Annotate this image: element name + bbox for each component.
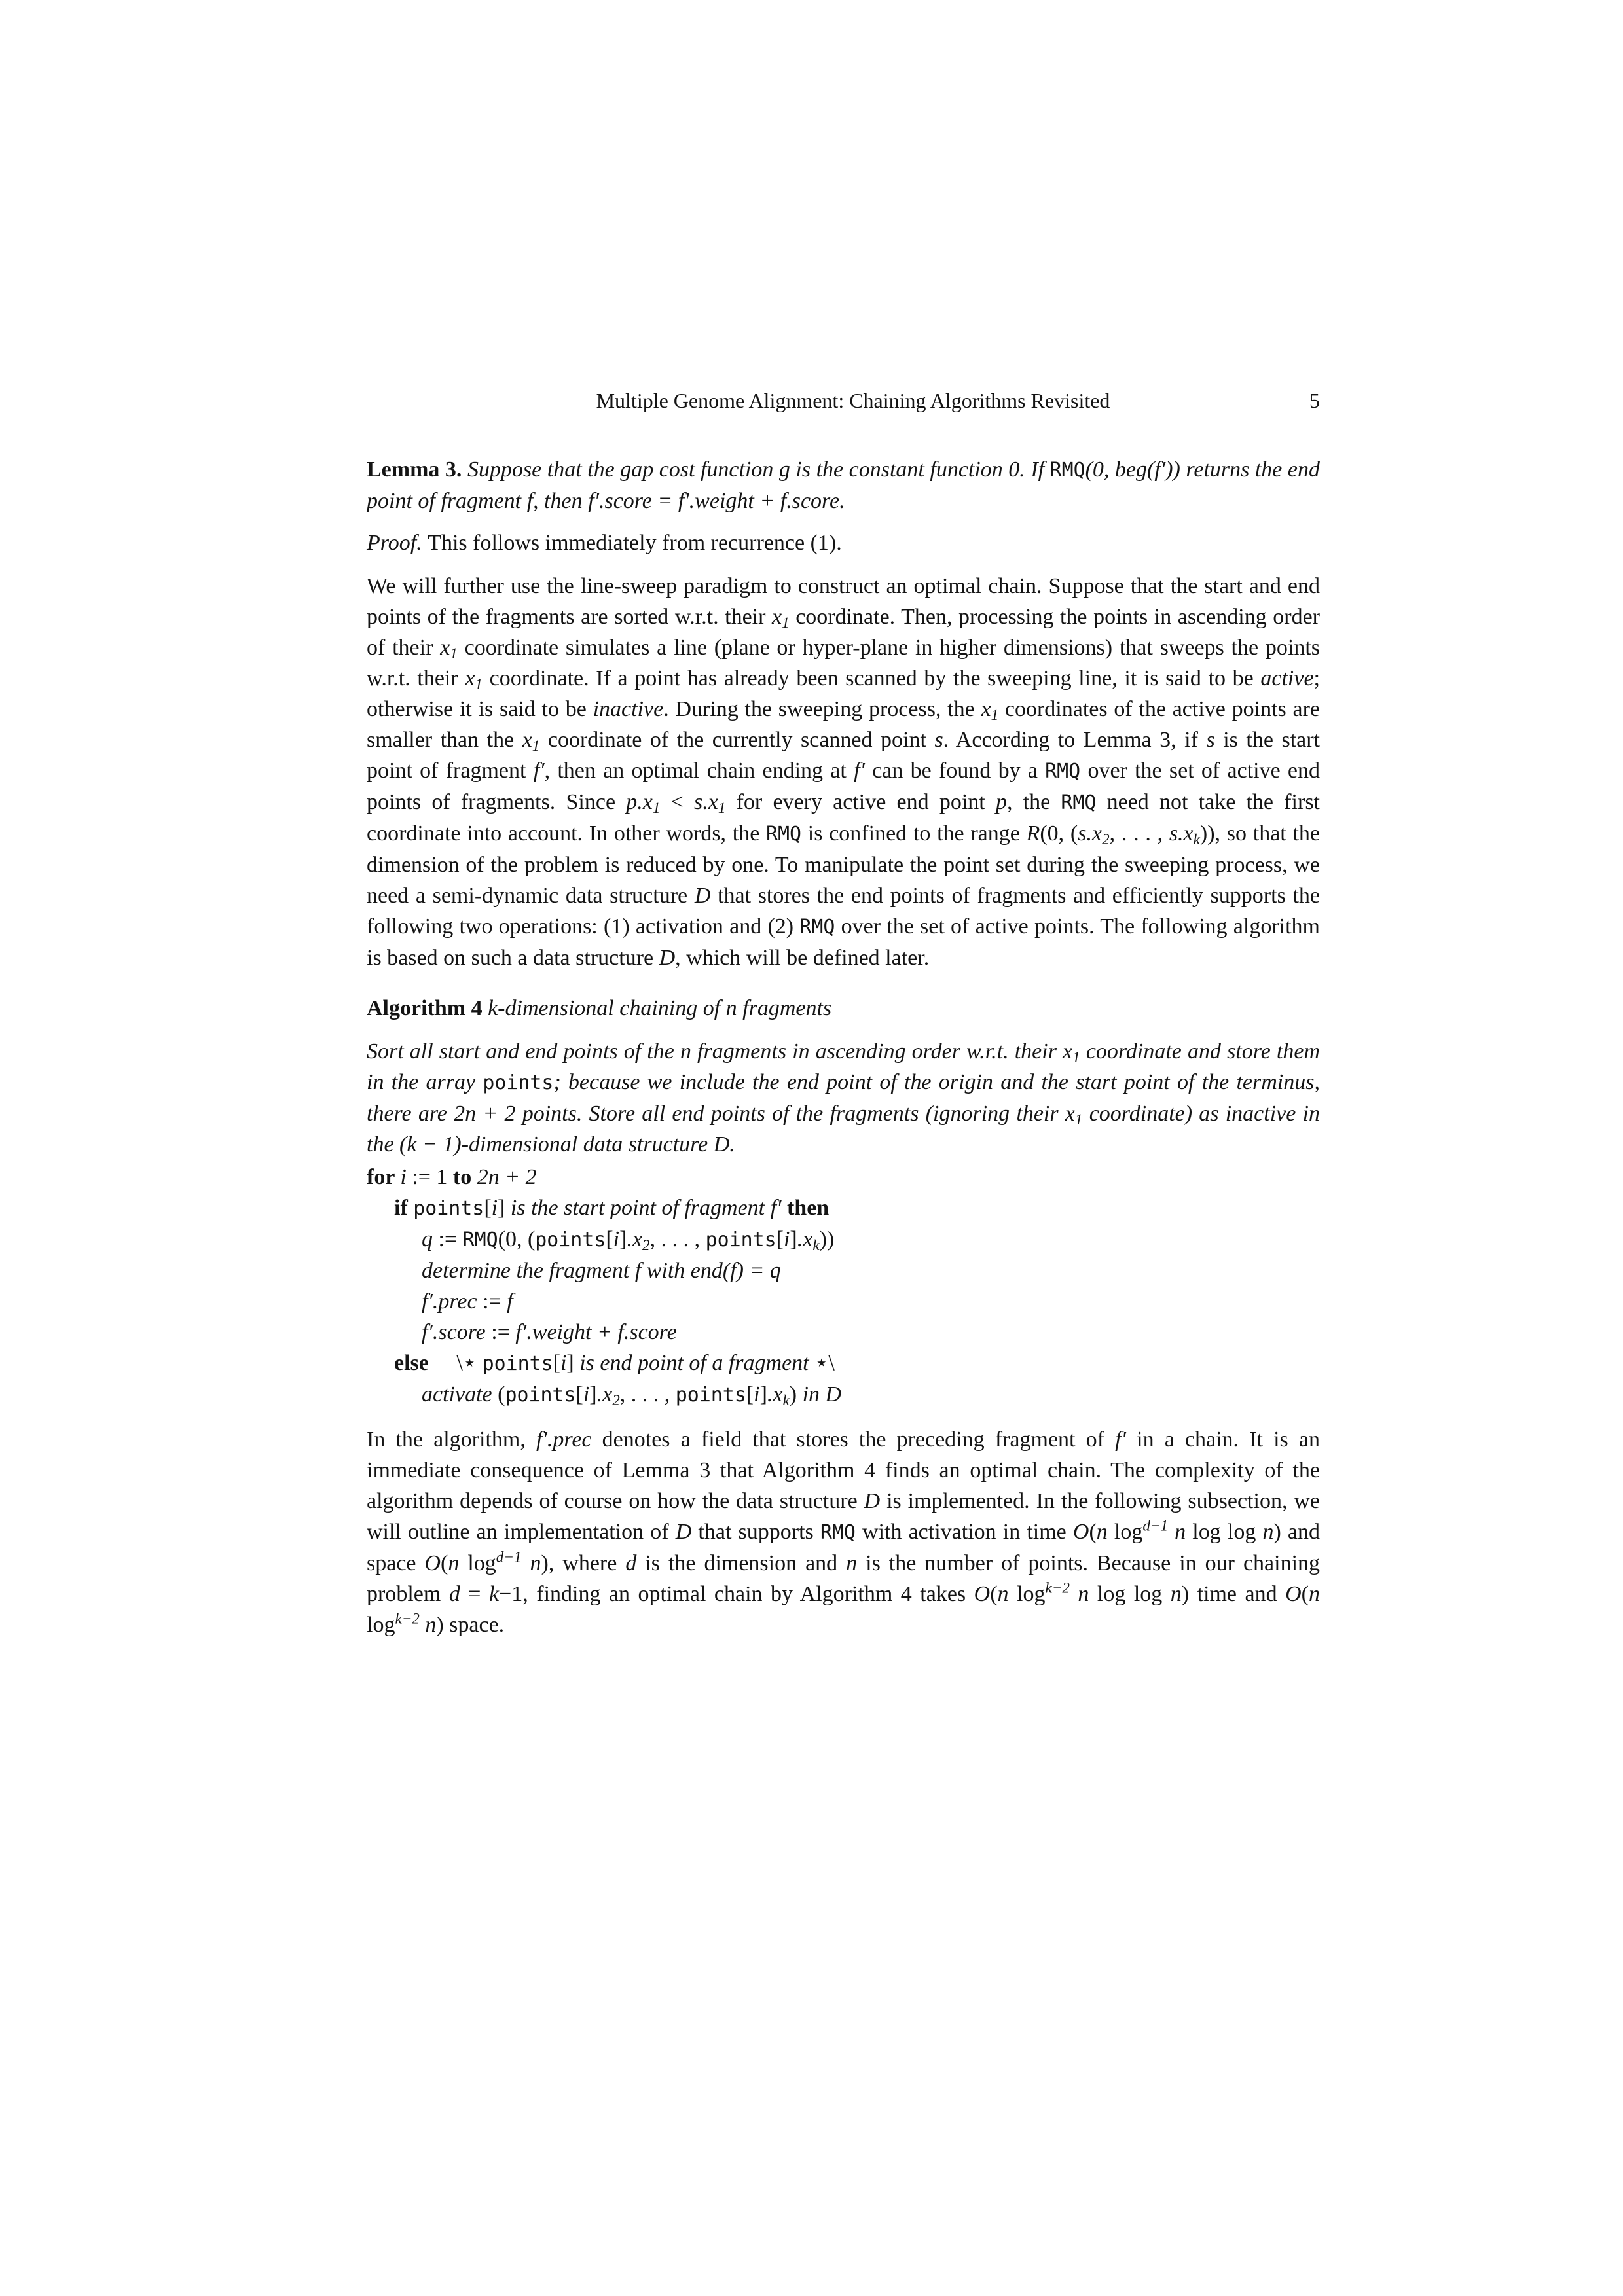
algo-line-rmq: q := RMQ(0, ($points[i].x_2$, . . . , $points[i].x_k$)) <box>422 1227 835 1254</box>
running-head <box>367 389 1320 413</box>
page-number: 5 <box>1309 389 1320 412</box>
algo-line-activate: activate ($points[i].x_2$, . . . , $points[i].x_k$) in D <box>422 1382 842 1409</box>
algo-line-for: for i := 1 to 2n + 2 <box>367 1165 537 1189</box>
algo-line-else: else \⋆ points[i] is end point of a fragment ⋆\ <box>394 1351 835 1375</box>
paragraph-conclusion: In the algorithm, f′.prec denotes a field that stores the preceding fragment of f′ in a chain. It is an immediate consequence of Lemma 3 that Algorithm 4 finds an optimal chain. The complexity of the algorithm depends of course on how the data structure D is implemented. In the following subsection, we will outline an implementation of D that supports RMQ with activation in time O(n $\log^{d-1} n$ log log n) and space O(n $\log^{d-1} n$), where d is the dimension and n is the number of points. Because in our chaining problem d = k−1, finding an optimal chain by Algorithm 4 takes O(n $\log^{k-2} n$ log log n) time and O(n $\log^{k-2} n$) space. <box>367 1427 1321 1637</box>
algo-line-score: f′.score := f′.weight + f.score <box>422 1320 677 1344</box>
page-content <box>367 454 1320 1650</box>
paragraph-line-sweep: We will further use the line-sweep paradigm to construct an optimal chain. Suppose that the start and end points of the fragments are sorted w.r.t. their $x_1$ coordinate. Then, processing the points in ascending order of their $x_1$ coordinate simulates a line (plane or hyper-plane in higher dimensions) that sweeps the points w.r.t. their $x_1$ coordinate. If a point has already been scanned by the sweeping line, it is said to be active; otherwise it is said to be inactive. During the sweeping process, the $x_1$ coordinates of the active points are smaller than the $x_1$ coordinate of the currently scanned point s. According to Lemma 3, if s is the start point of fragment f′, then an optimal chain ending at f′ can be found by a RMQ over the set of active end points of fragments. Since $p.x_1 < s.x_1$ for every active end point p, the RMQ need not take the first coordinate into account. In other words, the RMQ is confined to the range R(0, ($s.x_2$, . . . , $s.x_k$)), so that the dimension of the problem is reduced by one. To manipulate the point set during the sweeping process, we need a semi-dynamic data structure D that stores the end points of fragments and efficiently supports the following two operations: (1) activation and (2) RMQ over the set of active points. The following algorithm is based on such a data structure D, which will be defined later. <box>367 574 1321 970</box>
lemma-3: Lemma 3. Suppose that the gap cost function g is the constant function 0. If RMQ(0, beg(f′)) returns the end point of fragment f, then f′.score = f′.weight + f.score. <box>367 457 1320 513</box>
algorithm-4-heading: Algorithm 4 k-dimensional chaining of n fragments <box>367 996 832 1020</box>
running-head-title: Multiple Genome Alignment: Chaining Algorithms Revisited <box>596 389 1110 412</box>
algo-line-prec: f′.prec := f <box>422 1289 513 1314</box>
algo-line-if: if points[i] is the start point of fragment f′ then <box>394 1196 830 1220</box>
algorithm-4-preamble: Sort all start and end points of the n fragments in ascending order w.r.t. their $x_1$ coordinate and store them in the array points; because we include the end point of the origin and the start point of the terminus, there are 2n + 2 points. Store all end points of the fragments (ignoring their $x_1$ coordinate) as inactive in the (k − 1)-dimensional data structure D. <box>367 1039 1321 1157</box>
proof: Proof. This follows immediately from recurrence (1). <box>367 531 842 555</box>
algo-line-determine: determine the fragment f with end(f) = q <box>422 1259 781 1283</box>
